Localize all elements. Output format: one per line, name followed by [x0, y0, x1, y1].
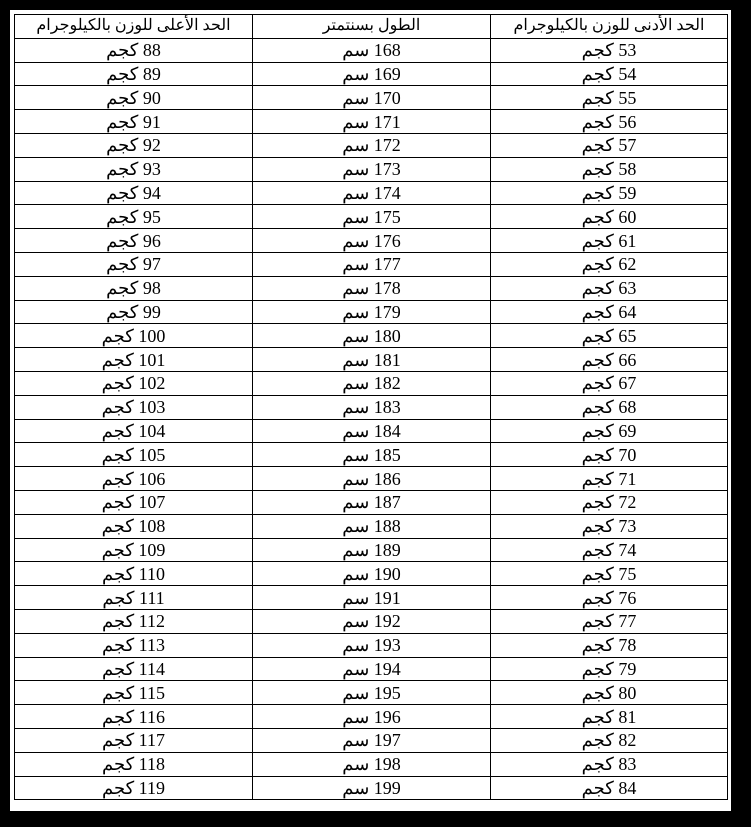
cell-height: 173 سم — [253, 157, 491, 181]
table-row — [15, 157, 728, 181]
table-row — [15, 395, 728, 419]
cell-height: 193 سم — [253, 633, 491, 657]
cell-max-weight: 98 كجم — [15, 276, 253, 300]
cell-max-weight: 113 كجم — [15, 633, 253, 657]
table-body — [15, 38, 728, 800]
header-row — [15, 15, 728, 39]
cell-min-weight: 66 كجم — [491, 348, 728, 372]
table-row — [15, 276, 728, 300]
table-row — [15, 348, 728, 372]
cell-max-weight: 95 كجم — [15, 205, 253, 229]
cell-max-weight: 94 كجم — [15, 181, 253, 205]
cell-min-weight: 78 كجم — [491, 633, 728, 657]
cell-min-weight: 62 كجم — [491, 252, 728, 276]
table-row — [15, 443, 728, 467]
cell-height: 189 سم — [253, 538, 491, 562]
cell-min-weight: 65 كجم — [491, 324, 728, 348]
cell-min-weight: 82 كجم — [491, 728, 728, 752]
cell-min-weight: 64 كجم — [491, 300, 728, 324]
cell-height: 182 سم — [253, 371, 491, 395]
cell-max-weight: 100 كجم — [15, 324, 253, 348]
cell-height: 181 سم — [253, 348, 491, 372]
cell-height: 176 سم — [253, 229, 491, 253]
table-row — [15, 490, 728, 514]
cell-height: 178 سم — [253, 276, 491, 300]
cell-max-weight: 104 كجم — [15, 419, 253, 443]
cell-height: 199 سم — [253, 776, 491, 800]
cell-min-weight: 77 كجم — [491, 609, 728, 633]
header-max-weight: الحد الأعلى للوزن بالكيلوجرام — [15, 15, 253, 39]
cell-height: 168 سم — [253, 38, 491, 62]
cell-max-weight: 110 كجم — [15, 562, 253, 586]
cell-max-weight: 96 كجم — [15, 229, 253, 253]
cell-max-weight: 118 كجم — [15, 752, 253, 776]
table-header — [15, 15, 728, 39]
cell-min-weight: 58 كجم — [491, 157, 728, 181]
cell-max-weight: 92 كجم — [15, 133, 253, 157]
cell-max-weight: 108 كجم — [15, 514, 253, 538]
cell-min-weight: 72 كجم — [491, 490, 728, 514]
table-row — [15, 110, 728, 134]
cell-max-weight: 109 كجم — [15, 538, 253, 562]
cell-height: 174 سم — [253, 181, 491, 205]
table-row — [15, 419, 728, 443]
cell-min-weight: 84 كجم — [491, 776, 728, 800]
table-row — [15, 633, 728, 657]
cell-min-weight: 60 كجم — [491, 205, 728, 229]
cell-height: 179 سم — [253, 300, 491, 324]
cell-min-weight: 61 كجم — [491, 229, 728, 253]
table-row — [15, 181, 728, 205]
cell-min-weight: 67 كجم — [491, 371, 728, 395]
table-row — [15, 681, 728, 705]
table-row — [15, 205, 728, 229]
cell-min-weight: 63 كجم — [491, 276, 728, 300]
cell-min-weight: 74 كجم — [491, 538, 728, 562]
cell-height: 184 سم — [253, 419, 491, 443]
cell-max-weight: 105 كجم — [15, 443, 253, 467]
cell-max-weight: 106 كجم — [15, 467, 253, 491]
cell-min-weight: 71 كجم — [491, 467, 728, 491]
cell-min-weight: 54 كجم — [491, 62, 728, 86]
document-sheet — [10, 10, 731, 811]
cell-height: 188 سم — [253, 514, 491, 538]
cell-max-weight: 103 كجم — [15, 395, 253, 419]
cell-min-weight: 56 كجم — [491, 110, 728, 134]
height-weight-table — [14, 14, 728, 800]
cell-min-weight: 80 كجم — [491, 681, 728, 705]
table-row — [15, 728, 728, 752]
cell-height: 187 سم — [253, 490, 491, 514]
cell-min-weight: 79 كجم — [491, 657, 728, 681]
cell-min-weight: 81 كجم — [491, 705, 728, 729]
cell-min-weight: 70 كجم — [491, 443, 728, 467]
cell-height: 180 سم — [253, 324, 491, 348]
cell-max-weight: 97 كجم — [15, 252, 253, 276]
table-row — [15, 467, 728, 491]
cell-min-weight: 83 كجم — [491, 752, 728, 776]
header-height: الطول بسنتمتر — [253, 15, 491, 39]
table-row — [15, 538, 728, 562]
table-row — [15, 86, 728, 110]
cell-min-weight: 68 كجم — [491, 395, 728, 419]
cell-min-weight: 76 كجم — [491, 586, 728, 610]
cell-max-weight: 90 كجم — [15, 86, 253, 110]
table-row — [15, 514, 728, 538]
cell-max-weight: 119 كجم — [15, 776, 253, 800]
cell-height: 194 سم — [253, 657, 491, 681]
table-row — [15, 705, 728, 729]
cell-min-weight: 73 كجم — [491, 514, 728, 538]
cell-height: 171 سم — [253, 110, 491, 134]
cell-max-weight: 117 كجم — [15, 728, 253, 752]
table-row — [15, 609, 728, 633]
cell-min-weight: 59 كجم — [491, 181, 728, 205]
cell-max-weight: 115 كجم — [15, 681, 253, 705]
cell-max-weight: 89 كجم — [15, 62, 253, 86]
cell-height: 175 سم — [253, 205, 491, 229]
cell-height: 169 سم — [253, 62, 491, 86]
cell-height: 185 سم — [253, 443, 491, 467]
cell-height: 170 سم — [253, 86, 491, 110]
cell-min-weight: 55 كجم — [491, 86, 728, 110]
table-row — [15, 252, 728, 276]
table-row — [15, 776, 728, 800]
table-row — [15, 62, 728, 86]
table-row — [15, 324, 728, 348]
table-row — [15, 229, 728, 253]
cell-max-weight: 116 كجم — [15, 705, 253, 729]
header-min-weight: الحد الأدنى للوزن بالكيلوجرام — [491, 15, 728, 39]
table-row — [15, 133, 728, 157]
cell-min-weight: 53 كجم — [491, 38, 728, 62]
cell-max-weight: 99 كجم — [15, 300, 253, 324]
cell-min-weight: 57 كجم — [491, 133, 728, 157]
cell-height: 195 سم — [253, 681, 491, 705]
cell-max-weight: 91 كجم — [15, 110, 253, 134]
cell-height: 177 سم — [253, 252, 491, 276]
cell-height: 191 سم — [253, 586, 491, 610]
cell-min-weight: 69 كجم — [491, 419, 728, 443]
cell-height: 186 سم — [253, 467, 491, 491]
cell-height: 197 سم — [253, 728, 491, 752]
cell-max-weight: 93 كجم — [15, 157, 253, 181]
cell-height: 198 سم — [253, 752, 491, 776]
cell-height: 172 سم — [253, 133, 491, 157]
cell-max-weight: 102 كجم — [15, 371, 253, 395]
cell-max-weight: 112 كجم — [15, 609, 253, 633]
table-row — [15, 38, 728, 62]
cell-max-weight: 111 كجم — [15, 586, 253, 610]
cell-max-weight: 107 كجم — [15, 490, 253, 514]
table-row — [15, 657, 728, 681]
cell-height: 190 سم — [253, 562, 491, 586]
cell-height: 196 سم — [253, 705, 491, 729]
table-row — [15, 752, 728, 776]
table-row — [15, 371, 728, 395]
cell-height: 192 سم — [253, 609, 491, 633]
table-row — [15, 300, 728, 324]
table-row — [15, 562, 728, 586]
cell-min-weight: 75 كجم — [491, 562, 728, 586]
cell-max-weight: 114 كجم — [15, 657, 253, 681]
cell-max-weight: 101 كجم — [15, 348, 253, 372]
table-row — [15, 586, 728, 610]
cell-height: 183 سم — [253, 395, 491, 419]
cell-max-weight: 88 كجم — [15, 38, 253, 62]
